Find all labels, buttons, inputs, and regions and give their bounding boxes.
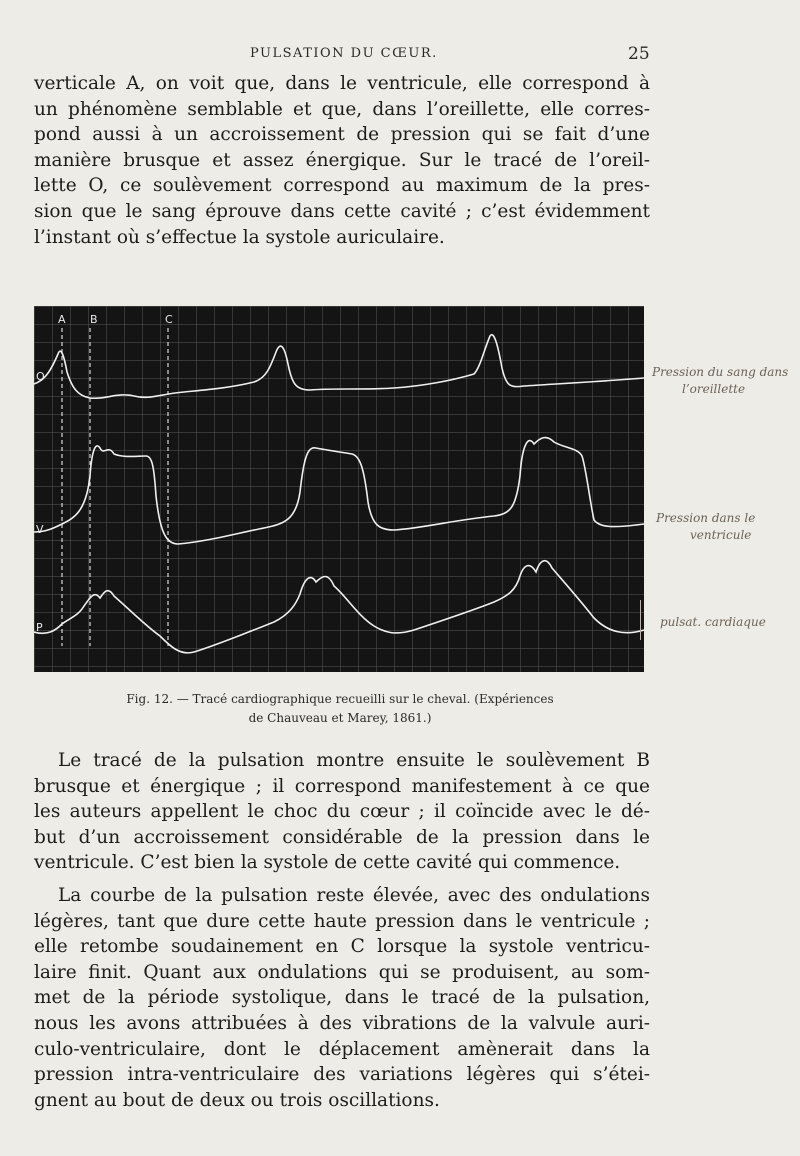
label-c: C [165, 313, 173, 326]
paragraph-3 [34, 883, 650, 1113]
label-p: P [36, 621, 43, 634]
text-line: l’instant où s’effectue la systole auriculaire. [34, 226, 445, 248]
paragraph-2 [34, 748, 650, 876]
text-line: verticale A, on voit que, dans le ventricule, elle correspond à [34, 73, 650, 94]
running-title: PULSATION DU CŒUR. [250, 46, 438, 61]
text-line: culo-ventriculaire, dont le déplacement amènerait dans la [34, 1038, 650, 1060]
text-line: nous les avons attribuées à des vibrations de la valvule auri- [34, 1012, 650, 1034]
text-line: lette O, ce soulèvement correspond au maximum de la pres- [34, 175, 650, 197]
text-line: les auteurs appellent le choc du cœur ; il coïncide avec le dé- [34, 801, 650, 823]
text-line: ventricule. C’est bien la systole de cette cavité qui commence. [34, 852, 621, 874]
margin-mark [640, 600, 647, 640]
text-line: met de la période systolique, dans le tracé de la pulsation, [34, 987, 650, 1009]
text-line: légères, tant que dure cette haute pression dans le ventricule ; [34, 910, 650, 932]
text-line: gnent au bout de deux ou trois oscillations. [34, 1089, 440, 1111]
margin-note-line: Pression dans le [656, 511, 756, 525]
text-line: Le tracé de la pulsation montre ensuite le soulèvement B [58, 750, 650, 771]
label-v: V [36, 523, 44, 536]
caption-line: de Chauveau et Marey, 1861.) [248, 711, 432, 725]
margin-note-line: l’oreillette [682, 382, 746, 396]
figure-caption [100, 690, 580, 728]
margin-note-atrium [652, 364, 792, 398]
margin-note-line: ventricule [690, 528, 752, 542]
margin-note-pulsation [660, 614, 796, 631]
paragraph-1 [34, 71, 650, 250]
caption-line: Fig. 12. — Tracé cardiographique recueilli sur le cheval. (Expériences [126, 692, 554, 706]
text-line: but d’un accroissement considérable de la pression dans le [34, 826, 650, 848]
text-line: elle retombe soudainement en C lorsque la systole ventricu- [34, 936, 650, 958]
cardiographic-figure [34, 306, 644, 672]
margin-note-line: pulsat. cardiaque [660, 615, 766, 629]
text-line: manière brusque et assez énergique. Sur le tracé de l’oreil- [34, 149, 650, 171]
text-line: sion que le sang éprouve dans cette cavité ; c’est évidemment [34, 200, 650, 222]
text-line: pond aussi à un accroissement de pression qui se fait d’une [34, 124, 650, 146]
cardiographic-trace [34, 306, 644, 672]
margin-note-ventricle [656, 510, 786, 544]
text-line: La courbe de la pulsation reste élevée, avec des ondulations [58, 885, 650, 906]
label-a: A [58, 313, 66, 326]
text-line: un phénomène semblable et que, dans l’oreillette, elle corres- [34, 98, 650, 120]
page-number: 25 [628, 44, 650, 64]
margin-note-line: Pression du sang dans [652, 365, 789, 379]
label-b: B [90, 313, 98, 326]
text-line: pression intra-ventriculaire des variations légères qui s’étei- [34, 1064, 650, 1086]
label-o: O [36, 370, 45, 383]
text-line: laire finit. Quant aux ondulations qui se produisent, au som- [34, 961, 650, 983]
figure-grid [34, 306, 644, 672]
text-line: brusque et énergique ; il correspond manifestement à ce que [34, 775, 650, 797]
